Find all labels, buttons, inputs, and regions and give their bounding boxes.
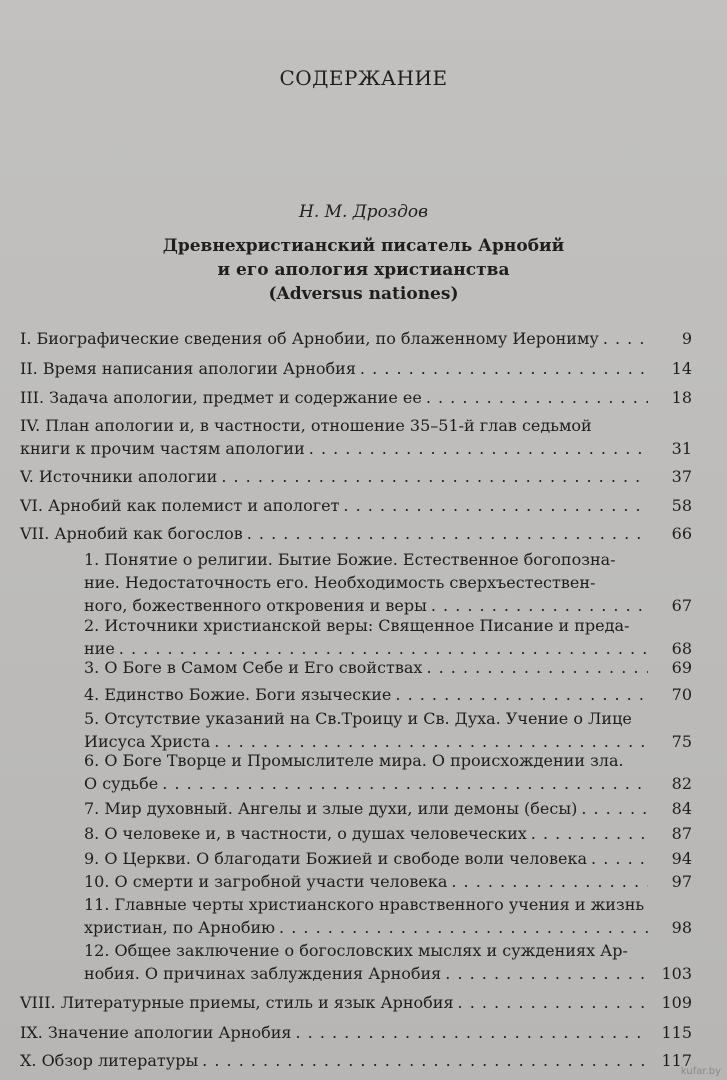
toc-page-number: 115	[661, 1023, 692, 1042]
dot-leader	[279, 916, 648, 939]
toc-entry	[84, 847, 692, 870]
toc-entry-text: нобия. О причинах заблуждения Арнобия	[84, 964, 442, 983]
dot-leader	[295, 1021, 648, 1044]
toc-entry	[20, 1049, 692, 1072]
toc-entry-text: VI. Арнобий как полемист и апологет	[20, 496, 340, 515]
toc-entry	[20, 465, 692, 488]
toc-page-number: 98	[671, 918, 692, 937]
toc-page-number: 9	[681, 329, 692, 348]
toc-page-number: 97	[671, 872, 692, 891]
toc-entry	[84, 548, 692, 617]
toc-entry-text: ного, божественного откровения и веры	[84, 596, 427, 615]
toc-entry-text: 2. Источники христианской веры: Священное Писание и преда-	[84, 616, 630, 635]
toc-entry	[20, 357, 692, 380]
dot-leader	[458, 991, 648, 1014]
toc-page-number: 109	[661, 993, 692, 1012]
toc-entry	[20, 327, 692, 350]
toc-page-number: 14	[671, 359, 692, 378]
toc-entry-text: книги к прочим частям апологии	[20, 439, 305, 458]
toc-entry-text: 8. О человеке и, в частности, о душах человеческих	[84, 824, 527, 843]
dot-leader	[343, 494, 648, 517]
toc-page-number: 37	[671, 467, 692, 486]
toc-entry-text: ние	[84, 639, 115, 658]
dot-leader	[162, 772, 648, 795]
dot-leader	[445, 962, 648, 985]
toc-entry-text: О судьбе	[84, 774, 159, 793]
toc-entry-text: VII. Арнобий как богослов	[20, 524, 243, 543]
toc-entry-text: IX. Значение апологии Арнобия	[20, 1023, 292, 1042]
toc-entry-text: 5. Отсутствие указаний на Св.Троицу и Св. Духа. Учение о Лице	[84, 709, 632, 728]
dot-leader	[603, 327, 648, 350]
toc-entry	[20, 414, 692, 460]
toc-entry-text: 11. Главные черты христианского нравственного учения и жизнь	[84, 895, 645, 914]
toc-entry-text: христиан, по Арнобию	[84, 918, 276, 937]
toc-entry	[20, 522, 692, 545]
toc-entry-text: 1. Понятие о религии. Бытие Божие. Естественное богопозна-	[84, 550, 616, 569]
watermark: kufar.by	[680, 1066, 721, 1077]
toc-page-number: 75	[671, 732, 692, 751]
work-title-line: и его апология христианства	[217, 260, 510, 280]
toc-entry-text: 9. О Церкви. О благодати Божией и свободе воли человека	[84, 849, 588, 868]
dot-leader	[451, 870, 648, 893]
author-name: Н. М. Дроздов	[299, 202, 428, 222]
dot-leader	[426, 386, 648, 409]
toc-entry	[20, 494, 692, 517]
dot-leader	[202, 1049, 648, 1072]
toc-entry	[20, 1021, 692, 1044]
dot-leader	[581, 797, 648, 820]
toc-page-number: 58	[671, 496, 692, 515]
toc-page-number: 67	[671, 596, 692, 615]
toc-entry	[84, 822, 692, 845]
dot-leader	[426, 656, 648, 679]
toc-entry	[84, 614, 692, 660]
dot-leader	[360, 357, 648, 380]
dot-leader	[531, 822, 648, 845]
toc-entry-text: 7. Мир духовный. Ангелы и злые духи, или демоны (бесы)	[84, 799, 578, 818]
toc-entry-text: V. Источники апологии	[20, 467, 218, 486]
toc-entry-text: 6. О Боге Творце и Промыслителе мира. О происхождении зла.	[84, 751, 624, 770]
work-title-line: Древнехристианский писатель Арнобий	[162, 236, 565, 256]
toc-entry-text: Иисуса Христа	[84, 732, 211, 751]
toc-page-number: 66	[671, 524, 692, 543]
page-title: СОДЕРЖАНИЕ	[279, 66, 448, 90]
toc-entry-text: 12. Общее заключение о богословских мыслях и суждениях Ар-	[84, 941, 628, 960]
toc-entry	[84, 707, 692, 753]
toc-entry-text: III. Задача апологии, предмет и содержание ее	[20, 388, 422, 407]
toc-entry	[84, 656, 692, 679]
dot-leader	[247, 522, 648, 545]
toc-entry-text: IV. План апологии и, в частности, отношение 35–51-й глав седьмой	[20, 416, 592, 435]
work-title	[0, 234, 727, 306]
toc-page-number: 70	[671, 685, 692, 704]
dot-leader	[221, 465, 648, 488]
toc-entry-text: ние. Недостаточность его. Необходимость сверхъестествен-	[84, 573, 596, 592]
toc-entry	[20, 386, 692, 409]
toc-entry-text: I. Биографические сведения об Арнобии, по блаженному Иерониму	[20, 329, 599, 348]
toc-entry-text: 10. О смерти и загробной участи человека	[84, 872, 448, 891]
toc-entry	[84, 683, 692, 706]
toc-entry	[84, 749, 692, 795]
toc-page-number: 94	[671, 849, 692, 868]
toc-entry	[84, 939, 692, 985]
dot-leader	[309, 437, 648, 460]
dot-leader	[591, 847, 648, 870]
toc-page-number: 31	[671, 439, 692, 458]
toc-entry-text: II. Время написания апологии Арнобия	[20, 359, 356, 378]
toc-entry-text: VIII. Литературные приемы, стиль и язык Арнобия	[20, 993, 454, 1012]
toc-page-number: 103	[661, 964, 692, 983]
toc-page-number: 82	[671, 774, 692, 793]
toc-entry	[84, 893, 692, 939]
toc-page-number: 68	[671, 639, 692, 658]
toc-page-number: 117	[661, 1051, 692, 1070]
toc-entry-text: 3. О Боге в Самом Себе и Его свойствах	[84, 658, 423, 677]
toc-entry-text: X. Обзор литературы	[20, 1051, 199, 1070]
toc-entry	[20, 991, 692, 1014]
work-title-line: (Adversus nationes)	[268, 284, 459, 304]
toc-page-number: 87	[671, 824, 692, 843]
dot-leader	[395, 683, 648, 706]
toc-entry-text: 4. Единство Божие. Боги языческие	[84, 685, 392, 704]
toc-entry	[84, 797, 692, 820]
toc-entry	[84, 870, 692, 893]
toc-page-number: 69	[671, 658, 692, 677]
toc-page-number: 18	[671, 388, 692, 407]
toc-page-number: 84	[671, 799, 692, 818]
